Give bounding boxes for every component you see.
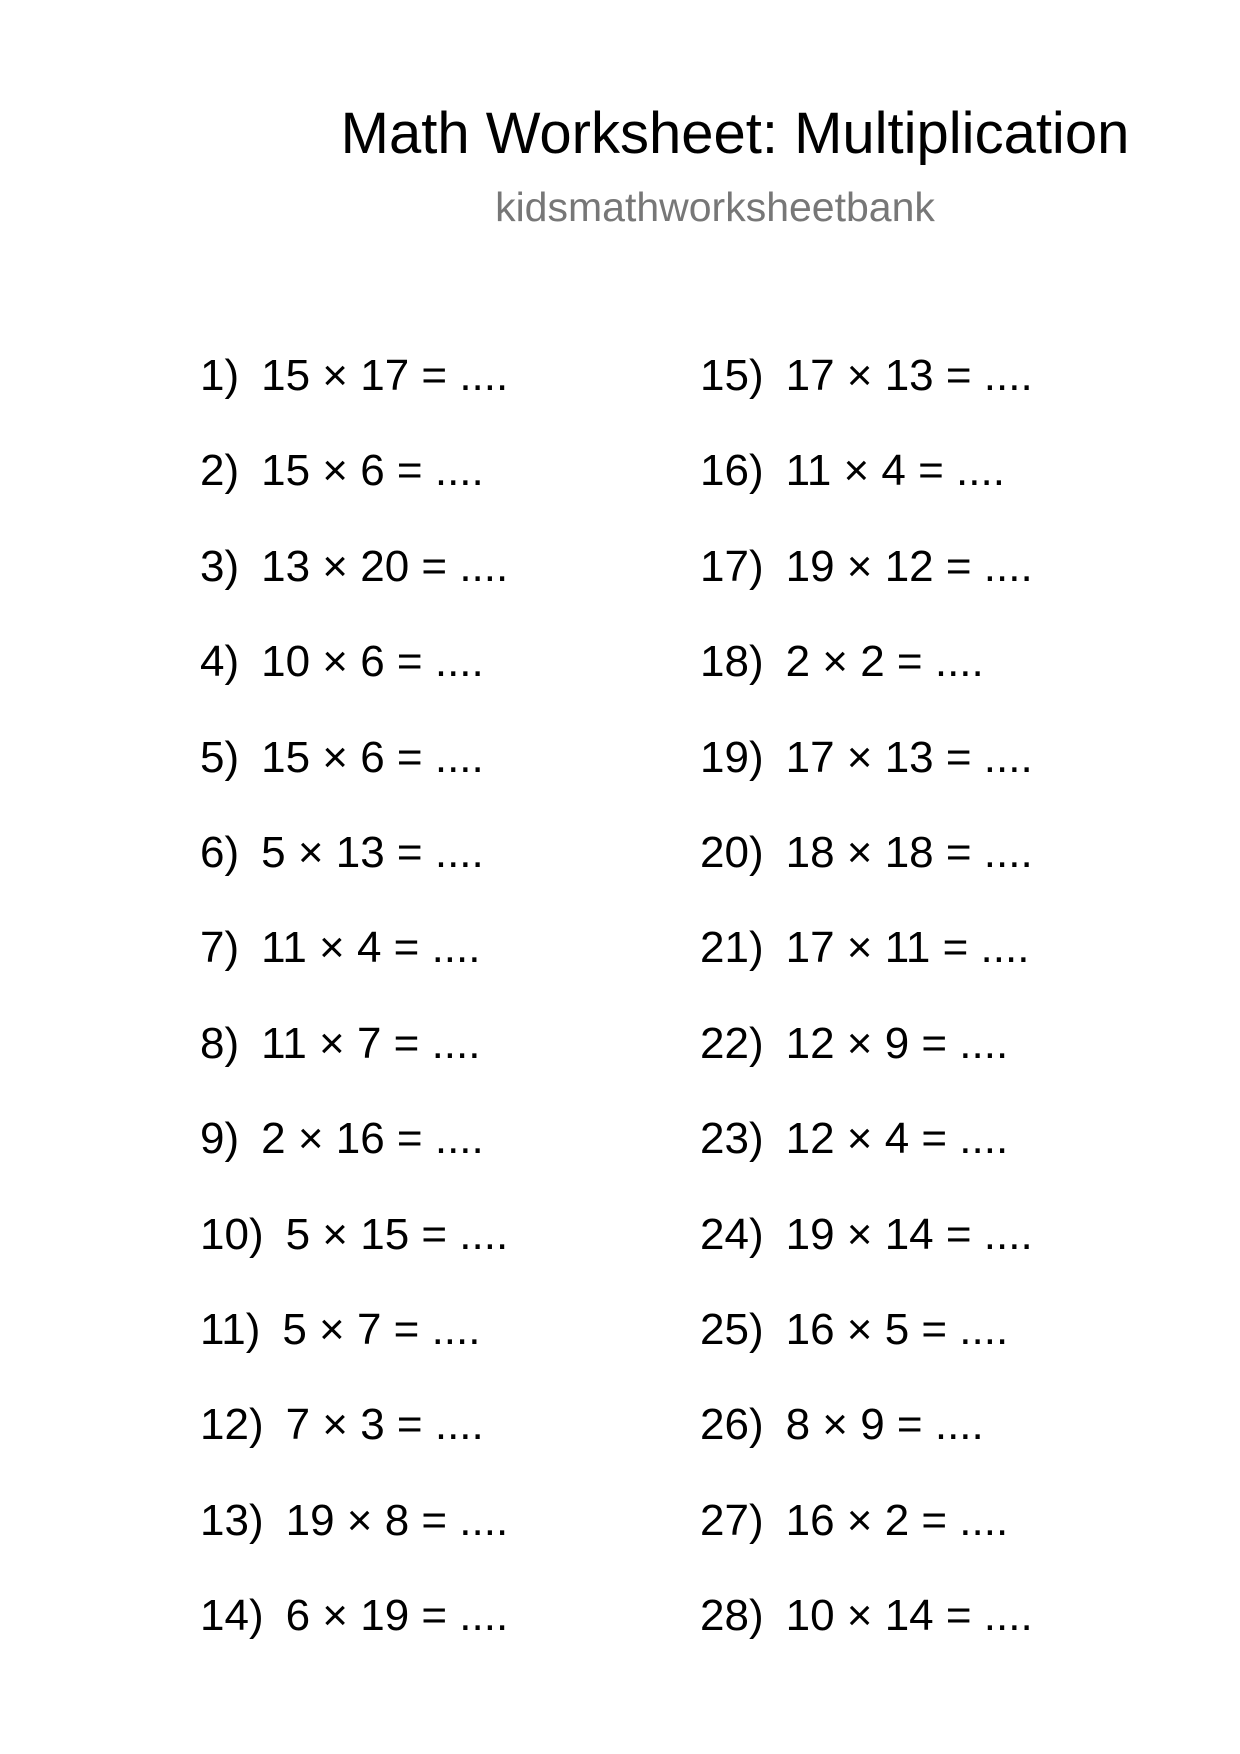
problem-number: 20 ) xyxy=(700,828,764,877)
problem-column-left xyxy=(200,350,680,1685)
problem-number: 11 ) xyxy=(200,1305,260,1354)
problem-expression: 16 × 5 = .... xyxy=(785,1304,1009,1354)
problem-number: 5 ) xyxy=(200,733,239,782)
problem-item xyxy=(200,922,680,1017)
problem-number: 8 ) xyxy=(200,1019,239,1068)
problem-expression: 13 × 20 = .... xyxy=(261,541,509,591)
problem-expression: 8 × 9 = .... xyxy=(785,1400,984,1450)
problem-expression: 11 × 4 = .... xyxy=(261,923,481,973)
problem-expression: 19 × 8 = .... xyxy=(285,1495,509,1545)
problem-item xyxy=(700,732,1180,827)
problem-expression: 6 × 19 = .... xyxy=(285,1591,509,1641)
problem-number: 7 ) xyxy=(200,923,239,972)
problem-item xyxy=(200,732,680,827)
problem-number: 16 ) xyxy=(700,446,764,495)
problem-expression: 10 × 6 = .... xyxy=(261,637,484,687)
problem-number: 27 ) xyxy=(700,1496,764,1545)
problem-expression: 17 × 13 = .... xyxy=(785,732,1033,782)
problem-item xyxy=(200,350,680,445)
problem-expression: 15 × 6 = .... xyxy=(261,732,484,782)
problem-item xyxy=(700,922,1180,1017)
problem-item xyxy=(700,350,1180,445)
problem-number: 23 ) xyxy=(700,1114,764,1163)
problem-expression: 17 × 11 = .... xyxy=(785,923,1030,973)
problem-number: 26 ) xyxy=(700,1400,764,1449)
problem-item xyxy=(700,1304,1180,1399)
problem-item xyxy=(200,1399,680,1494)
problem-number: 13 ) xyxy=(200,1496,264,1545)
problem-number: 2 ) xyxy=(200,446,239,495)
problem-item xyxy=(700,1209,1180,1304)
problem-number: 12 ) xyxy=(200,1400,264,1449)
problem-column-right xyxy=(700,350,1180,1685)
problem-expression: 18 × 18 = .... xyxy=(785,827,1033,877)
problem-number: 4 ) xyxy=(200,637,239,686)
problem-number: 17 ) xyxy=(700,542,764,591)
problem-expression: 10 × 14 = .... xyxy=(785,1591,1033,1641)
problem-item xyxy=(200,1304,680,1399)
problem-item xyxy=(700,1113,1180,1208)
problem-expression: 12 × 4 = .... xyxy=(785,1114,1009,1164)
page-title: Math Worksheet: Multiplication xyxy=(340,101,1130,166)
problem-number: 21 ) xyxy=(700,923,764,972)
problem-item xyxy=(200,1209,680,1304)
problem-expression: 16 × 2 = .... xyxy=(785,1495,1009,1545)
problem-item xyxy=(200,1113,680,1208)
problem-number: 18 ) xyxy=(700,637,764,686)
problem-expression: 5 × 7 = .... xyxy=(282,1304,481,1354)
problem-item xyxy=(700,1399,1180,1494)
problem-number: 25 ) xyxy=(700,1305,764,1354)
problem-number: 6 ) xyxy=(200,828,239,877)
problem-item xyxy=(200,1590,680,1685)
worksheet-header xyxy=(0,0,1240,260)
problem-item xyxy=(700,636,1180,731)
problem-item xyxy=(700,1590,1180,1685)
problem-item xyxy=(700,827,1180,922)
page-subtitle: kidsmathworksheetbank xyxy=(495,184,935,230)
problem-item xyxy=(700,1495,1180,1590)
problem-item xyxy=(200,1495,680,1590)
problem-expression: 2 × 2 = .... xyxy=(785,637,984,687)
problem-expression: 15 × 6 = .... xyxy=(261,446,484,496)
problem-item xyxy=(200,1018,680,1113)
problem-expression: 15 × 17 = .... xyxy=(261,351,509,400)
problem-expression: 19 × 14 = .... xyxy=(785,1209,1033,1259)
problem-expression: 5 × 15 = .... xyxy=(285,1209,509,1259)
problem-expression: 7 × 3 = .... xyxy=(285,1400,484,1450)
problem-number: 22 ) xyxy=(700,1019,764,1068)
problem-number: 19 ) xyxy=(700,733,764,782)
problem-expression: 19 × 12 = .... xyxy=(785,541,1033,591)
problem-expression: 17 × 13 = .... xyxy=(785,351,1033,400)
problem-number: 1 ) xyxy=(200,351,239,400)
problem-item xyxy=(700,1018,1180,1113)
problem-expression: 5 × 13 = .... xyxy=(261,827,484,877)
problem-item xyxy=(200,636,680,731)
problem-number: 3 ) xyxy=(200,542,239,591)
problem-expression: 11 × 7 = .... xyxy=(261,1018,481,1068)
problem-number: 28 ) xyxy=(700,1591,764,1640)
problem-item xyxy=(200,445,680,540)
problem-number: 14 ) xyxy=(200,1591,264,1640)
problem-number: 24 ) xyxy=(700,1210,764,1259)
problem-number: 15 ) xyxy=(700,351,764,400)
problem-expression: 11 × 4 = .... xyxy=(785,446,1005,496)
problem-item xyxy=(200,541,680,636)
problem-item xyxy=(700,541,1180,636)
problem-number: 9 ) xyxy=(200,1114,239,1163)
problem-number: 10 ) xyxy=(200,1210,264,1259)
problem-item xyxy=(700,445,1180,540)
problem-expression: 2 × 16 = .... xyxy=(261,1114,484,1164)
problem-expression: 12 × 9 = .... xyxy=(785,1018,1009,1068)
problem-item xyxy=(200,827,680,922)
